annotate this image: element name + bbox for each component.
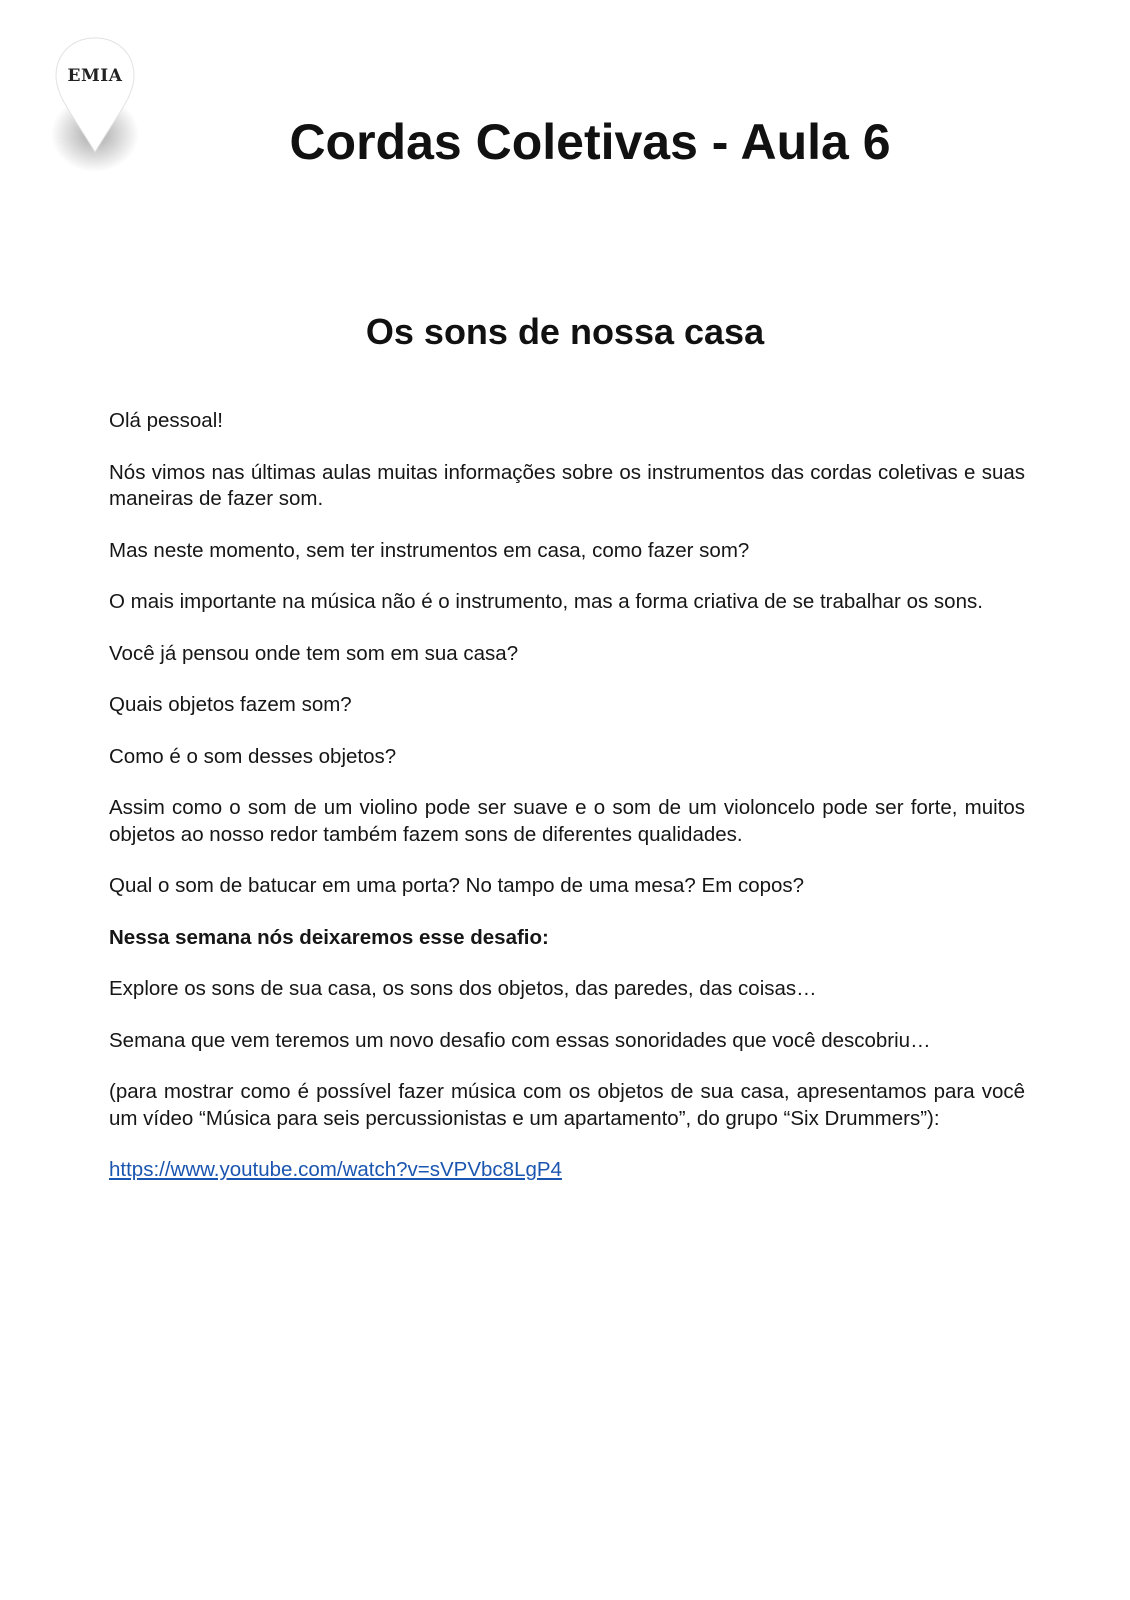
paragraph-video: (para mostrar como é possível fazer música com os objetos de sua casa, apresentamos para você um vídeo “Música para seis percussionistas e um apartamento”, do grupo “Six Drummers”): [109,1080,1025,1130]
paragraph-greeting: Olá pessoal! [109,409,223,432]
document-body [109,408,1025,1184]
paragraph-question: Mas neste momento, sem ter instrumentos em casa, como fazer som? [109,538,750,562]
paragraph-object-sound: Como é o som desses objetos? [109,744,397,768]
paragraph-next-week: Semana que vem teremos um novo desafio com essas sonoridades que você descobriu… [109,1028,931,1052]
section-title: Os sons de nossa casa [365,311,765,352]
paragraph-challenge-heading: Nessa semana nós deixaremos esse desafio: [109,925,549,949]
paragraph-intro: Nós vimos nas últimas aulas muitas informações sobre os instrumentos das cordas coletivas e suas maneiras de fazer som. [109,460,1025,510]
paragraph-drumming: Qual o som de batucar em uma porta? No tampo de uma mesa? Em copos? [109,874,805,897]
page-title: Cordas Coletivas - Aula 6 [289,114,891,170]
paragraph-violin: Assim como o som de um violino pode ser suave e o som de um violoncelo pode ser forte, muitos objetos ao nosso redor também fazem sons de diferentes qualidades. [109,796,1025,846]
paragraph-sound-home: Você já pensou onde tem som em sua casa? [109,641,519,665]
paragraph-importance: O mais importante na música não é o instrumento, mas a forma criativa de se trabalhar os sons. [109,590,983,613]
logo-text: EMIA [67,66,123,86]
paragraph-explore: Explore os sons de sua casa, os sons dos objetos, das paredes, das coisas… [109,977,817,1000]
youtube-link[interactable]: https://www.youtube.com/watch?v=sVPVbc8LgP4 [109,1158,562,1181]
paragraph-objects: Quais objetos fazem som? [109,693,352,716]
